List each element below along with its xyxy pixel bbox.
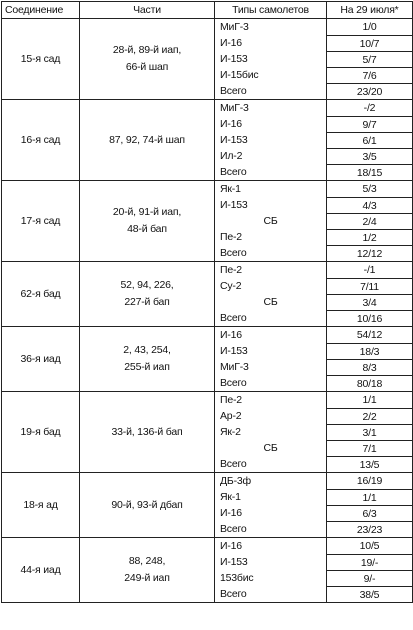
- aircraft-type: СБ: [263, 296, 278, 308]
- aircraft-total-count: 38/5: [327, 586, 412, 602]
- aircraft-type: Ар-2: [220, 410, 242, 422]
- aircraft-types-cell: [215, 181, 327, 262]
- formation-cell: 15-я сад: [2, 19, 80, 100]
- aircraft-total-count: 23/23: [327, 521, 412, 537]
- unit-line: 87, 92, 74-й шап: [109, 133, 185, 146]
- aircraft-count: -/2: [363, 102, 376, 114]
- aircraft-count: 6/3: [327, 505, 412, 521]
- table-row: [2, 538, 413, 603]
- aircraft-type: Пе-2: [220, 231, 242, 243]
- aircraft-count: 7/6: [327, 67, 412, 83]
- unit-line: 33-й, 136-й бап: [111, 425, 183, 438]
- unit-line: 28-й, 89-й иап,: [112, 44, 182, 56]
- aircraft-counts-cell: [327, 19, 413, 100]
- aircraft-count: 19/-: [327, 554, 412, 570]
- aircraft-count: 3/5: [327, 148, 412, 164]
- aircraft-types-cell: [215, 262, 327, 327]
- formation-cell: 36-я иад: [2, 327, 80, 392]
- formation-cell: 16-я сад: [2, 100, 80, 181]
- aircraft-count: 2/2: [327, 408, 412, 424]
- aircraft-type: Як-1: [220, 491, 241, 503]
- aircraft-total-label: Всего: [220, 247, 247, 259]
- unit-line: 249-й иап: [124, 572, 170, 584]
- table-row: [2, 327, 413, 392]
- unit-line: 20-й, 91-й иап,: [112, 206, 182, 218]
- aircraft-type: СБ: [263, 442, 278, 454]
- table-row: [2, 262, 413, 327]
- formation-cell: 44-я иад: [2, 538, 80, 603]
- aircraft-total-count: 23/20: [327, 83, 412, 99]
- aircraft-type: Ил-2: [220, 150, 243, 162]
- aircraft-count: 3/4: [327, 294, 412, 310]
- formation-cell: 18-я ад: [2, 473, 80, 538]
- aircraft-type: И-153: [220, 53, 248, 65]
- aircraft-total-count: 18/15: [327, 164, 412, 180]
- aircraft-counts-cell: [327, 100, 413, 181]
- aircraft-counts-cell: [327, 392, 413, 473]
- aircraft-count: 4/3: [327, 197, 412, 213]
- aircraft-types-cell: [215, 473, 327, 538]
- aircraft-type: И-16: [220, 118, 242, 130]
- aircraft-count: 1/1: [327, 489, 412, 505]
- table-row: [2, 181, 413, 262]
- aircraft-type: Су-2: [220, 280, 242, 292]
- aircraft-type: И-15бис: [220, 69, 259, 81]
- aircraft-count: 3/1: [327, 424, 412, 440]
- unit-line: 48-й бап: [127, 223, 167, 235]
- aviation-table: [1, 1, 413, 603]
- header-formation: Соединение: [2, 2, 80, 19]
- unit-line: 227-й бап: [124, 296, 170, 308]
- aircraft-counts-cell: [327, 327, 413, 392]
- units-cell: [80, 19, 215, 100]
- aircraft-count: 5/3: [362, 183, 377, 195]
- aircraft-type: Як-2: [220, 426, 241, 438]
- aircraft-type: МиГ-3: [220, 21, 249, 33]
- aircraft-types-cell: [215, 19, 327, 100]
- aircraft-count: 5/7: [327, 51, 412, 67]
- aircraft-count: -/1: [363, 264, 376, 276]
- units-cell: [80, 538, 215, 603]
- aircraft-total-label: Всего: [220, 166, 247, 178]
- aircraft-type: СБ: [263, 215, 278, 227]
- aircraft-total-label: Всего: [220, 377, 247, 389]
- aircraft-total-label: Всего: [220, 458, 247, 470]
- aircraft-types-cell: [215, 392, 327, 473]
- aircraft-total-count: 13/5: [327, 456, 412, 472]
- aircraft-type: Пе-2: [220, 264, 242, 276]
- aircraft-count: 2/4: [327, 213, 412, 229]
- header-row: [2, 2, 413, 19]
- aircraft-type: И-153: [220, 556, 248, 568]
- aircraft-total-count: 12/12: [327, 245, 412, 261]
- aircraft-count: 10/5: [359, 540, 380, 552]
- aircraft-count: 9/-: [327, 570, 412, 586]
- aircraft-count: 8/3: [327, 359, 412, 375]
- aircraft-counts-cell: [327, 473, 413, 538]
- aircraft-type: И-153: [220, 345, 248, 357]
- aircraft-count: 1/2: [327, 229, 412, 245]
- table-row: [2, 473, 413, 538]
- unit-line: 255-й иап: [124, 361, 170, 373]
- table-row: [2, 19, 413, 100]
- formation-cell: 62-я бад: [2, 262, 80, 327]
- aircraft-types-cell: [215, 327, 327, 392]
- aircraft-type: И-16: [220, 329, 242, 341]
- table-row: [2, 100, 413, 181]
- units-cell: [80, 473, 215, 538]
- aircraft-total-label: Всего: [220, 523, 247, 535]
- aircraft-counts-cell: [327, 181, 413, 262]
- unit-line: 66-й шап: [125, 61, 169, 73]
- units-cell: [80, 181, 215, 262]
- aircraft-counts-cell: [327, 538, 413, 603]
- aircraft-type: И-153: [220, 199, 248, 211]
- aircraft-total-count: 80/18: [327, 375, 412, 391]
- aircraft-type: Пе-2: [220, 394, 242, 406]
- unit-line: 52, 94, 226,: [120, 279, 174, 291]
- aircraft-total-label: Всего: [220, 588, 247, 600]
- aircraft-total-count: 10/16: [327, 310, 412, 326]
- units-cell: [80, 262, 215, 327]
- aircraft-type: И-16: [220, 507, 242, 519]
- aircraft-count: 7/11: [327, 278, 412, 294]
- aircraft-count: 18/3: [327, 343, 412, 359]
- aircraft-count: 16/19: [356, 475, 383, 487]
- unit-line: 90-й, 93-й дбап: [111, 498, 183, 511]
- aircraft-type: МиГ-3: [220, 102, 249, 114]
- table-row: [2, 392, 413, 473]
- aircraft-count: 1/0: [362, 21, 377, 33]
- aircraft-type: Як-1: [220, 183, 241, 195]
- aircraft-types-cell: [215, 100, 327, 181]
- units-cell: [80, 100, 215, 181]
- aircraft-count: 6/1: [327, 132, 412, 148]
- unit-line: 88, 248,: [128, 555, 166, 567]
- aircraft-count: 54/12: [356, 329, 383, 341]
- aircraft-total-label: Всего: [220, 312, 247, 324]
- aircraft-type: И-153: [220, 134, 248, 146]
- aircraft-type: И-16: [220, 37, 242, 49]
- aircraft-total-label: Всего: [220, 85, 247, 97]
- formation-cell: 17-я сад: [2, 181, 80, 262]
- aircraft-type: 153бис: [220, 572, 254, 584]
- aircraft-count: 7/1: [327, 440, 412, 456]
- aircraft-counts-cell: [327, 262, 413, 327]
- unit-line: 2, 43, 254,: [123, 344, 171, 356]
- aircraft-count: 10/7: [327, 35, 412, 51]
- formation-cell: 19-я бад: [2, 392, 80, 473]
- aircraft-type: И-16: [220, 540, 242, 552]
- aircraft-types-cell: [215, 538, 327, 603]
- units-cell: [80, 327, 215, 392]
- aircraft-type: ДБ-3ф: [220, 475, 251, 487]
- units-cell: [80, 392, 215, 473]
- aircraft-type: МиГ-3: [220, 361, 249, 373]
- header-units: Части: [80, 2, 215, 19]
- aircraft-count: 9/7: [327, 116, 412, 132]
- header-aircraft-types: Типы самолетов: [215, 2, 327, 19]
- header-date-count: На 29 июля*: [327, 2, 413, 19]
- aircraft-count: 1/1: [362, 394, 377, 406]
